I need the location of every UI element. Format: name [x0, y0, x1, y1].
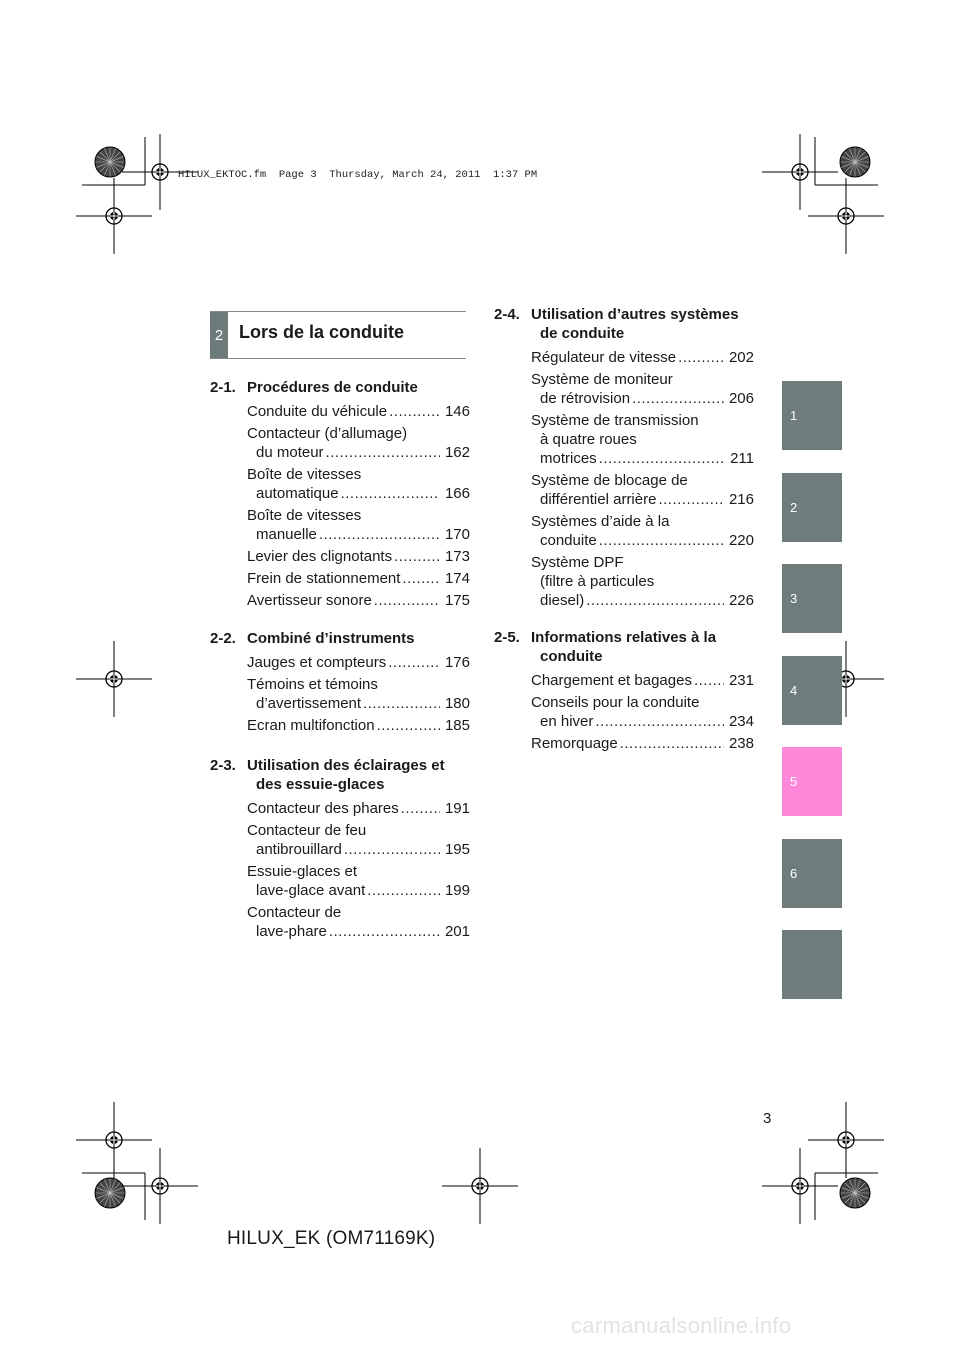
toc-entry-line — [247, 506, 470, 525]
chapter-tab[interactable] — [782, 656, 842, 725]
toc-entry-line — [531, 572, 754, 591]
toc-entry-text: motrices — [540, 450, 597, 467]
toc-group-title — [210, 629, 470, 648]
chapter-tab-label: 2 — [790, 500, 798, 515]
toc-entry-page: 195 — [444, 841, 470, 858]
toc-entry-text: Frein de stationnement — [247, 570, 401, 587]
toc-group — [494, 628, 754, 756]
toc-entry[interactable] — [247, 424, 470, 462]
page-number: 3 — [763, 1110, 772, 1127]
toc-entry-line — [247, 799, 470, 818]
dot-leader — [394, 547, 440, 566]
watermark: carmanualsonline.info — [571, 1313, 792, 1338]
toc-entry-line — [247, 465, 470, 484]
toc-entry-line — [247, 424, 470, 443]
dot-leader — [402, 569, 440, 588]
toc-entry-line — [247, 716, 470, 735]
toc-entry-line — [531, 411, 754, 430]
chapter-tab[interactable] — [782, 930, 842, 999]
toc-group-number: 2-2. — [210, 630, 236, 647]
toc-entries — [494, 671, 754, 753]
toc-entry-page: 216 — [728, 491, 754, 508]
toc-entry-text: d’avertissement — [256, 695, 362, 712]
dot-leader — [586, 591, 724, 610]
toc-entry-text: du moteur — [256, 444, 324, 461]
chapter-tab-label: 6 — [790, 866, 798, 881]
toc-entry-page: 238 — [728, 735, 754, 752]
toc-entry[interactable] — [247, 569, 470, 588]
chapter-tab[interactable] — [782, 747, 842, 816]
toc-group-title — [494, 305, 754, 324]
toc-entry-page: 173 — [444, 548, 470, 565]
dot-leader — [344, 840, 440, 859]
toc-entry[interactable] — [247, 591, 470, 610]
toc-entry-text: Remorquage — [531, 735, 618, 752]
dot-leader — [341, 484, 440, 503]
toc-entry-line — [247, 443, 470, 462]
toc-entry-line — [531, 449, 754, 468]
toc-entry[interactable] — [531, 370, 754, 408]
toc-entry-text: Contacteur (d’allumage) — [247, 425, 408, 442]
toc-group — [210, 378, 470, 613]
toc-entry-line — [247, 922, 470, 941]
toc-group — [210, 629, 470, 738]
toc-group — [494, 305, 754, 613]
dot-leader — [620, 734, 724, 753]
toc-entry-text: Conduite du véhicule — [247, 403, 388, 420]
toc-entry-page: 199 — [444, 882, 470, 899]
dot-leader — [599, 531, 724, 550]
toc-entry-line — [531, 734, 754, 753]
dot-leader — [326, 443, 440, 462]
toc-entry-line — [531, 531, 754, 550]
dot-leader — [632, 389, 724, 408]
toc-group-title — [494, 628, 754, 647]
dot-leader — [388, 653, 440, 672]
toc-entry-line — [531, 553, 754, 572]
toc-entry-text: automatique — [256, 485, 339, 502]
dot-leader — [319, 525, 440, 544]
toc-entry[interactable] — [247, 653, 470, 672]
toc-entry-text: Avertisseur sonore — [247, 592, 372, 609]
toc-entry-line — [531, 512, 754, 531]
toc-entry-text: manuelle — [256, 526, 317, 543]
dot-leader — [599, 449, 724, 468]
toc-entries — [210, 402, 470, 610]
toc-entry-text: de rétrovision — [540, 390, 631, 407]
toc-entry-page: 185 — [444, 717, 470, 734]
dot-leader — [377, 716, 440, 735]
toc-entry-text: Jauges et compteurs — [247, 654, 387, 671]
toc-entry-line — [247, 903, 470, 922]
toc-entry-page: 174 — [444, 570, 470, 587]
toc-entry-text: (filtre à particules — [540, 573, 655, 590]
toc-entry-text: Boîte de vitesses — [247, 507, 362, 524]
toc-entry-page: 191 — [444, 800, 470, 817]
toc-group-title-line: Utilisation d’autres systèmes — [531, 306, 739, 323]
dot-leader — [329, 922, 440, 941]
toc-entry-text: Contacteur de feu — [247, 822, 367, 839]
toc-entry-line — [247, 653, 470, 672]
toc-entry-text: à quatre roues — [540, 431, 637, 448]
toc-entry-page: 211 — [730, 450, 754, 467]
toc-group — [210, 756, 470, 944]
toc-entry-page: 146 — [444, 403, 470, 420]
toc-group-title — [210, 756, 470, 775]
toc-entry-line — [247, 840, 470, 859]
toc-entries — [210, 799, 470, 941]
toc-entry-text: en hiver — [540, 713, 594, 730]
toc-entry-line — [531, 471, 754, 490]
toc-entry[interactable] — [247, 465, 470, 503]
toc-entry-text: Témoins et témoins — [247, 676, 378, 693]
toc-entry[interactable] — [531, 693, 754, 731]
toc-entry-text: Systèmes d’aide à la — [531, 513, 670, 530]
chapter-tab-label: 4 — [790, 683, 798, 698]
dot-leader — [367, 881, 440, 900]
toc-entry-text: Régulateur de vitesse — [531, 349, 677, 366]
toc-entry-page: 175 — [444, 592, 470, 609]
dot-leader — [694, 671, 724, 690]
toc-entry-line — [531, 712, 754, 731]
toc-entry[interactable] — [531, 348, 754, 367]
toc-entry-text: Essuie-glaces et — [247, 863, 358, 880]
toc-entry-line — [247, 694, 470, 713]
chapter-tab-label: 1 — [790, 408, 798, 423]
dot-leader — [363, 694, 440, 713]
toc-entry-text: conduite — [540, 532, 597, 549]
toc-group-number: 2-5. — [494, 629, 520, 646]
toc-entries — [210, 653, 470, 735]
toc-entry-line — [247, 484, 470, 503]
dot-leader — [374, 591, 440, 610]
toc-entry-page: 220 — [728, 532, 754, 549]
chapter-tab[interactable] — [782, 381, 842, 450]
toc-entry-text: lave-phare — [256, 923, 327, 940]
toc-group-title-line: Procédures de conduite — [247, 379, 418, 396]
toc-entry-line — [247, 881, 470, 900]
toc-entry-text: Contacteur de — [247, 904, 342, 921]
toc-entries — [494, 348, 754, 610]
toc-entry-page: 170 — [444, 526, 470, 543]
toc-entry-page: 206 — [728, 390, 754, 407]
toc-group-title-line: des essuie-glaces — [256, 776, 385, 793]
toc-entry-line — [531, 370, 754, 389]
dot-leader — [658, 490, 724, 509]
toc-entry-text: lave-glace avant — [256, 882, 366, 899]
chapter-tab[interactable] — [782, 564, 842, 633]
toc-entry-line — [247, 525, 470, 544]
toc-entry-line — [247, 821, 470, 840]
section-title: Lors de la conduite — [239, 322, 405, 342]
dot-leader — [389, 402, 440, 421]
toc-entry-page: 226 — [728, 592, 754, 609]
toc-entry[interactable] — [247, 675, 470, 713]
toc-entry[interactable] — [247, 506, 470, 544]
toc-entry-text: antibrouillard — [256, 841, 342, 858]
toc-group-title-line: de conduite — [540, 325, 625, 342]
toc-entry-line — [531, 693, 754, 712]
toc-entry-line — [531, 671, 754, 690]
toc-entry-line — [247, 402, 470, 421]
toc-group-number: 2-1. — [210, 379, 236, 396]
toc-entry[interactable] — [531, 553, 754, 610]
toc-entry[interactable] — [247, 716, 470, 735]
toc-entry[interactable] — [531, 471, 754, 509]
toc-entry-page: 162 — [444, 444, 470, 461]
section-header — [210, 311, 466, 359]
toc-entry[interactable] — [247, 821, 470, 859]
toc-entry[interactable] — [531, 512, 754, 550]
toc-entry-line — [531, 389, 754, 408]
toc-entry-line — [531, 430, 754, 449]
toc-group-number: 2-3. — [210, 757, 236, 774]
toc-entry-text: Ecran multifonction — [247, 717, 375, 734]
dot-leader — [401, 799, 440, 818]
toc-entry-text: Boîte de vitesses — [247, 466, 362, 483]
toc-entry-line — [531, 591, 754, 610]
toc-entry-text: différentiel arrière — [540, 491, 657, 508]
toc-entry[interactable] — [247, 862, 470, 900]
footer-model-code: HILUX_EK (OM71169K) — [227, 1228, 436, 1249]
dot-leader — [595, 712, 724, 731]
toc-entry-line — [247, 591, 470, 610]
toc-entry-text: Contacteur des phares — [247, 800, 399, 817]
section-number: 2 — [210, 312, 228, 358]
toc-entry-line — [247, 547, 470, 566]
toc-entry-text: Système de moniteur — [531, 371, 673, 388]
toc-entry-line — [247, 569, 470, 588]
toc-entry-line — [247, 675, 470, 694]
toc-entry-page: 201 — [444, 923, 470, 940]
toc-entry-text: Conseils pour la conduite — [531, 694, 700, 711]
toc-entry-text: Système de blocage de — [531, 472, 688, 489]
toc-entry[interactable] — [531, 734, 754, 753]
chapter-tab-label: 3 — [790, 591, 798, 606]
chapter-tab[interactable] — [782, 839, 842, 908]
toc-entry-page: 231 — [728, 672, 754, 689]
toc-entry[interactable] — [531, 411, 754, 468]
toc-entry-line — [531, 348, 754, 367]
toc-group-title-line: conduite — [540, 648, 603, 665]
toc-group-number: 2-4. — [494, 306, 520, 323]
toc-entry[interactable] — [247, 799, 470, 818]
toc-entry-text: diesel) — [540, 592, 585, 609]
toc-group-title — [210, 378, 470, 397]
toc-entry-page: 176 — [444, 654, 470, 671]
toc-entry-page: 180 — [444, 695, 470, 712]
dot-leader — [678, 348, 724, 367]
toc-entry-text: Système de transmission — [531, 412, 699, 429]
toc-entry[interactable] — [247, 547, 470, 566]
toc-entry-text: Chargement et bagages — [531, 672, 692, 689]
toc-entry-page: 234 — [728, 713, 754, 730]
toc-entry-page: 166 — [444, 485, 470, 502]
toc-entry-line — [531, 490, 754, 509]
toc-entry-text: Système DPF — [531, 554, 624, 571]
toc-entry[interactable] — [247, 903, 470, 941]
toc-entry[interactable] — [247, 402, 470, 421]
toc-group-title-line: Informations relatives à la — [531, 629, 717, 646]
toc-entry-page: 202 — [728, 349, 754, 366]
chapter-tab[interactable] — [782, 473, 842, 542]
toc-entry-line — [247, 862, 470, 881]
file-header-line: HILUX_EKTOC.fm Page 3 Thursday, March 24, 2011 1:37 PM — [178, 169, 538, 181]
toc-entry[interactable] — [531, 671, 754, 690]
toc-group-title-line: Utilisation des éclairages et — [247, 757, 445, 774]
chapter-tab-label: 5 — [790, 774, 798, 789]
toc-entry-text: Levier des clignotants — [247, 548, 393, 565]
toc-group-title-line: Combiné d’instruments — [247, 630, 415, 647]
